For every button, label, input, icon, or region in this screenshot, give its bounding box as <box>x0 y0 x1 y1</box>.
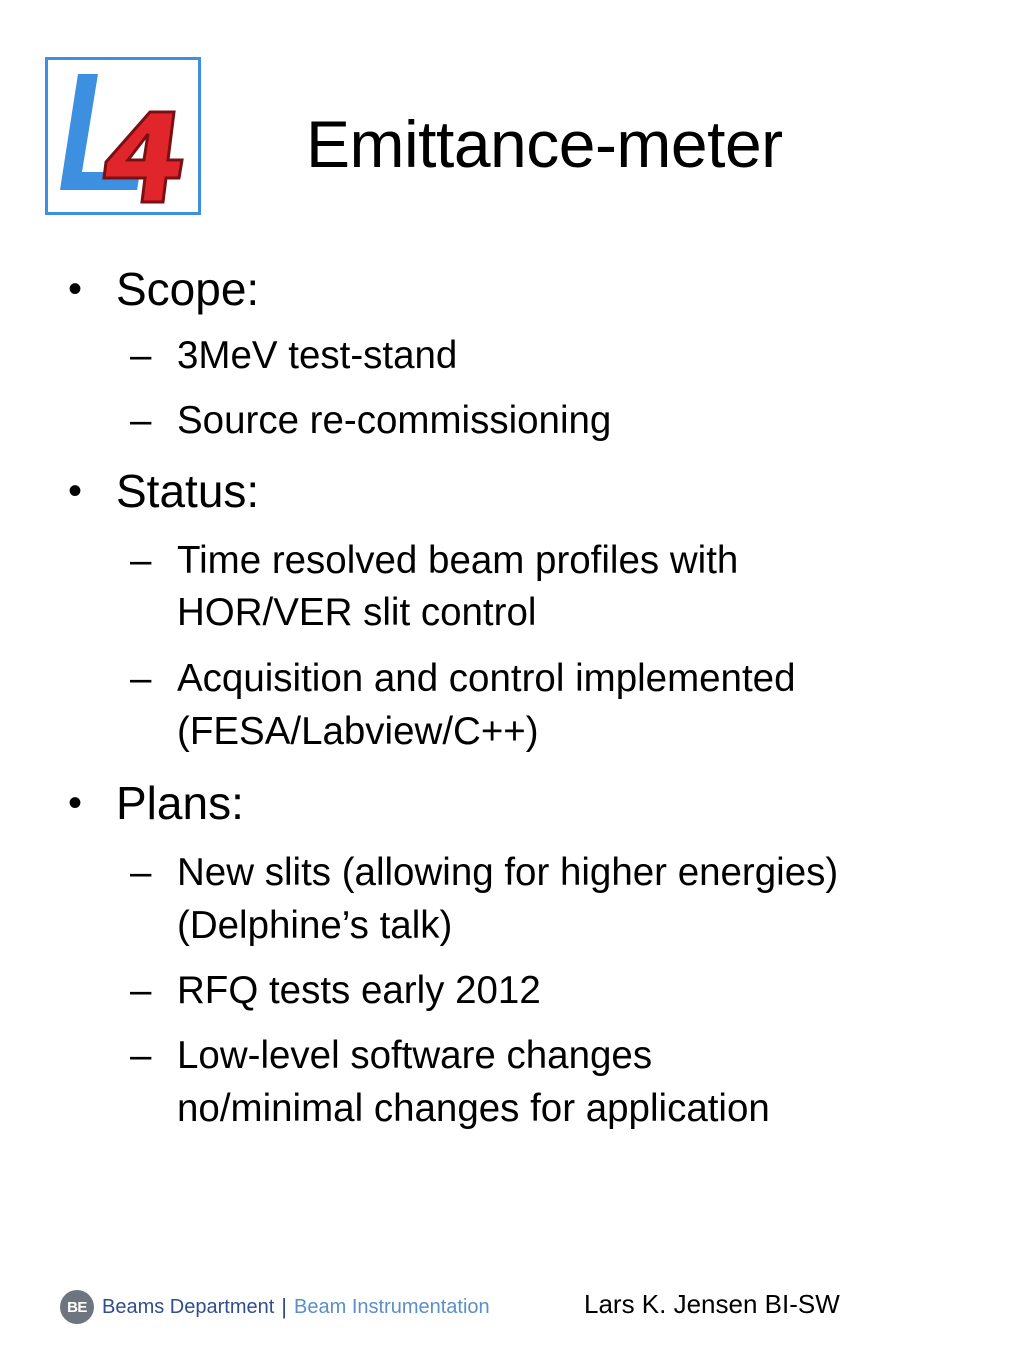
sub-bullet-text: Acquisition and control implemented <box>177 657 796 700</box>
sub-bullet-text: no/minimal changes for application <box>177 1087 770 1130</box>
dash-marker: – <box>130 334 152 377</box>
footer-author: Lars K. Jensen BI-SW <box>584 1289 840 1319</box>
dash-marker: – <box>130 539 152 582</box>
slide-title: Emittance-meter <box>306 107 783 181</box>
bullet-marker: • <box>68 469 83 513</box>
sub-bullet-text: 3MeV test-stand <box>177 334 458 377</box>
sub-bullet-text: (Delphine’s talk) <box>177 904 453 947</box>
footer-department: Beams Department <box>102 1295 275 1318</box>
bullet-label: Status: <box>116 465 260 517</box>
be-badge-icon: BE <box>60 1290 94 1324</box>
footer-department-logo <box>60 1289 490 1325</box>
bullet-marker: • <box>68 267 83 311</box>
sub-bullet-text: New slits (allowing for higher energies) <box>177 851 839 894</box>
sub-bullet-text: Low-level software changes <box>177 1034 653 1077</box>
bullet-marker: • <box>68 781 83 825</box>
dash-marker: – <box>130 399 152 442</box>
bullet-label: Scope: <box>116 263 260 315</box>
dash-marker: – <box>130 657 152 700</box>
footer-group: Beam Instrumentation <box>294 1295 490 1318</box>
bullet-label: Plans: <box>116 777 244 829</box>
footer-separator: | <box>281 1294 288 1319</box>
sub-bullet-text: HOR/VER slit control <box>177 591 537 634</box>
sub-bullet-text: RFQ tests early 2012 <box>177 969 541 1012</box>
sub-bullet-text: Time resolved beam profiles with <box>177 539 739 582</box>
dash-marker: – <box>130 969 152 1012</box>
dash-marker: – <box>130 1034 152 1077</box>
sub-bullet-text: Source re-commissioning <box>177 399 612 442</box>
sub-bullet-text: (FESA/Labview/C++) <box>177 710 539 753</box>
dash-marker: – <box>130 851 152 894</box>
